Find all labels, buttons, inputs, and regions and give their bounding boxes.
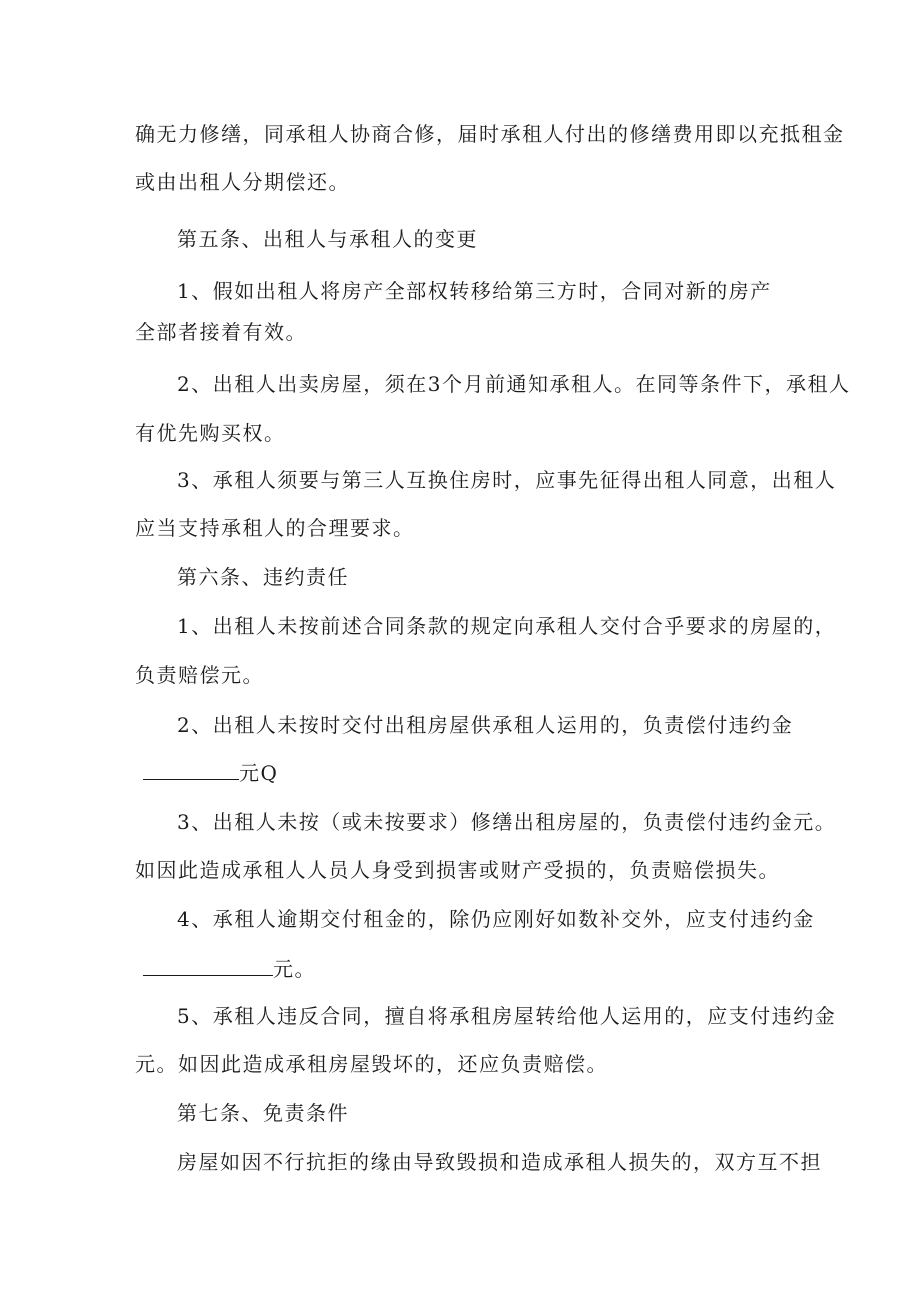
fill-in-blank — [143, 957, 273, 976]
blank-line-row — [143, 761, 278, 785]
text-line: 2、出租人出卖房屋，须在3个月前通知承租人。在同等条件下，承租人 — [177, 372, 851, 396]
text-fragment: 元。 — [273, 957, 316, 981]
text-line: 3、承租人须要与第三人互换住房时，应事先征得出租人同意，出租人 — [177, 468, 837, 492]
text-line: 2、出租人未按时交付出租房屋供承租人运用的，负责偿付违约金 — [177, 713, 794, 737]
text-line: 或由出租人分期偿还。 — [135, 170, 350, 194]
text-line: 元。如因此造成承租房屋毁坏的，还应负责赔偿。 — [135, 1052, 608, 1076]
fill-in-blank — [143, 761, 239, 780]
text-line: 如因此造成承租人人员人身受到损害或财产受损的，负责赔偿损失。 — [135, 858, 780, 882]
text-line: 负责赔偿元。 — [135, 663, 264, 687]
text-line: 房屋如因不行抗拒的缘由导致毁损和造成承租人损失的，双方互不担 — [177, 1150, 822, 1174]
text-line: 4、承租人逾期交付租金的，除仍应刚好如数补交外，应支付违约金 — [177, 907, 815, 931]
section-heading: 第七条、免责条件 — [177, 1101, 349, 1125]
text-line: 1、出租人未按前述合同条款的规定向承租人交付合乎要求的房屋的， — [177, 614, 837, 638]
section-heading: 第六条、违约责任 — [177, 565, 349, 589]
text-line: 3、出租人未按（或未按要求）修缮出租房屋的，负责偿付违约金元。 — [177, 810, 837, 834]
text-fragment: 元Q — [239, 761, 279, 785]
blank-line-row — [143, 957, 316, 981]
section-heading: 第五条、出租人与承租人的变更 — [177, 227, 478, 251]
text-line: 确无力修缮，同承租人协商合修，届时承租人付出的修缮费用即以充抵租金 — [135, 122, 845, 146]
text-line: 应当支持承租人的合理要求。 — [135, 516, 415, 540]
text-line: 有优先购买权。 — [135, 421, 286, 445]
text-line: 5、承租人违反合同，擅自将承租房屋转给他人运用的，应支付违约金 — [177, 1004, 837, 1028]
text-line: 全部者接着有效。 — [135, 320, 307, 344]
text-line: 1、假如出租人将房产全部权转移给第三方时，合同对新的房产 — [177, 279, 772, 303]
